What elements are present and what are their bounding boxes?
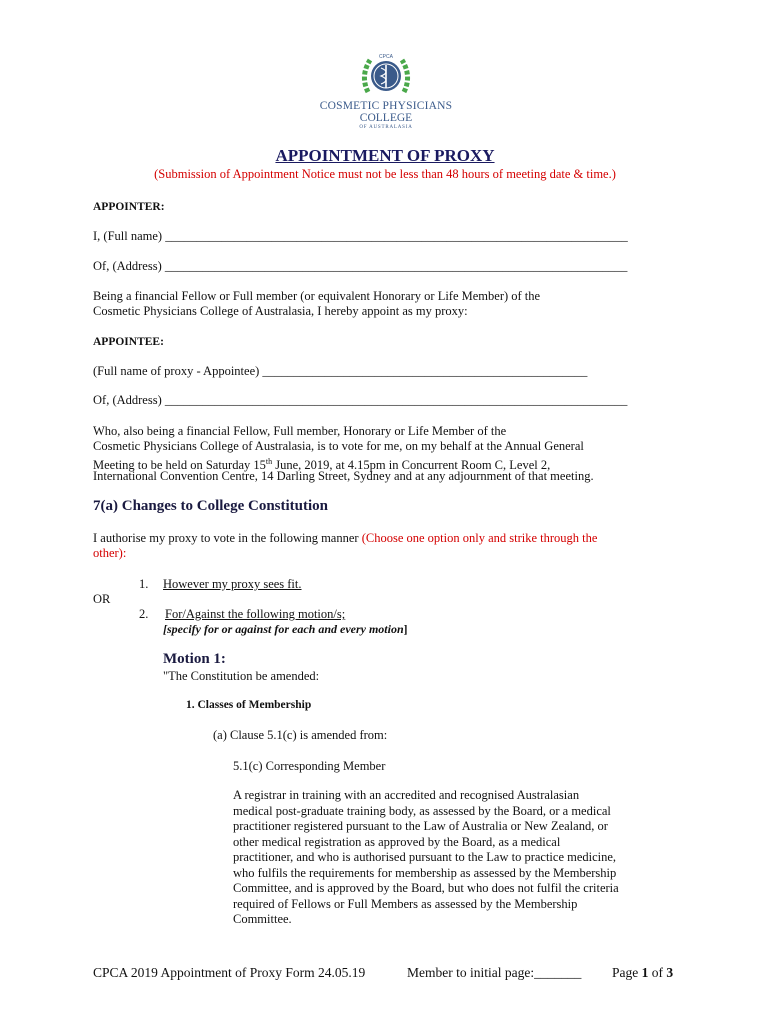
clause-body-line: medical post-graduate training body, as assessed by the Board, or a medical (233, 803, 611, 818)
option-2-number: 2. (139, 607, 149, 621)
vote-instruction-text: I authorise my proxy to vote in the following manner (93, 531, 362, 545)
clause-body-line: practitioner, and who is authorised pursuant to the Law to practice medicine, (233, 850, 617, 864)
clause-body-line: other medical registration as approved by the Board, as a medical (233, 834, 561, 849)
footer-initial-field[interactable]: Member to initial page:_______ (407, 965, 582, 980)
footer-form-id: CPCA 2019 Appointment of Proxy Form 24.05.19 (93, 965, 366, 980)
clause-sub: (a) Clause 5.1(c) is amended from: (213, 728, 388, 742)
or-label: OR (93, 592, 111, 606)
clause-body-line: who fulfils the requirements for membership as assessed by the Membership (233, 865, 617, 880)
submission-notice: (Submission of Appointment Notice must not be less than 48 hours of meeting date & time.) (154, 167, 616, 181)
appointer-name-field[interactable]: I, (Full name) __________________________________________________________________________ (93, 229, 628, 243)
appointer-statement-line-2: Cosmetic Physicians College of Australasia, I hereby appoint as my proxy: (93, 304, 468, 318)
date-suffix: th (265, 457, 273, 466)
logo-line-2: COLLEGE (359, 112, 413, 124)
logo-badge: CPCA (379, 54, 393, 60)
appointee-name-field[interactable]: (Full name of proxy - Appointee) ____________________________________________________ (93, 364, 588, 378)
clause-body-line: practitioner registered pursuant to the Law of Australia or New Zealand, or (233, 819, 608, 833)
college-logo (316, 52, 456, 132)
appointee-heading: APPOINTEE: (93, 336, 164, 348)
appointee-paragraph-line-4: International Convention Centre, 14 Darling Street, Sydney and at any adjournment of that meeting. (93, 469, 594, 483)
meeting-date-text: Meeting to be held on Saturday 15 (93, 458, 266, 473)
clause-body-line: required of Fellows or Full Members as assessed by the Membership (233, 896, 578, 911)
footer-page-number (612, 965, 673, 981)
clause-body-line: Committee. (233, 912, 292, 926)
clause-title: 5.1(c) Corresponding Member (233, 759, 386, 773)
appointer-heading: APPOINTER: (93, 201, 165, 213)
page-prefix: Page (612, 965, 642, 980)
appointee-address-field[interactable]: Of, (Address) __________________________________________________________________________ (93, 393, 628, 407)
option-2-note-text: [specify for or against for each and every motion (163, 622, 404, 636)
clause-body (233, 788, 619, 928)
laurel-emblem-icon (358, 52, 414, 98)
logo-line-3: OF AUSTRALASIA (359, 125, 413, 130)
meeting-details-text: June, 2019, at 4.15pm in Concurrent Room C, Level 2, (272, 458, 551, 473)
option-2-note (163, 622, 407, 639)
appointee-paragraph-line-1: Who, also being a financial Fellow, Full member, Honorary or Life Member of the (93, 424, 507, 438)
appointer-statement-line-1: Being a financial Fellow or Full member (or equivalent Honorary or Life Member) of the (93, 289, 541, 303)
clause-body-line: Committee, and is approved by the Board, but who does not fulfil the criteria (233, 881, 619, 895)
clause-heading: 1. Classes of Membership (186, 699, 312, 711)
page-of: of (648, 965, 667, 980)
option-2-note-bracket: ] (403, 624, 408, 636)
page-title: APPOINTMENT OF PROXY (275, 146, 495, 165)
appointee-paragraph-line-2: Cosmetic Physicians College of Australasia, is to vote for me, on my behalf at the Annual General (93, 439, 584, 453)
vote-instruction-note: (Choose one option only and strike through the (361, 531, 598, 545)
option-1-text[interactable]: However my proxy sees fit. (163, 577, 302, 591)
appointer-address-field[interactable]: Of, (Address) __________________________________________________________________________ (93, 259, 628, 273)
option-1-number: 1. (139, 577, 149, 591)
logo-line-1: COSMETIC PHYSICIANS (319, 100, 453, 112)
vote-instruction-line-2: other): (93, 546, 127, 560)
motion-intro: "The Constitution be amended: (163, 669, 320, 683)
clause-body-line: A registrar in training with an accredited and recognised Australasian (233, 788, 580, 802)
page-current: 1 (641, 965, 649, 980)
section-heading: 7(a) Changes to College Constitution (93, 498, 328, 514)
page-total: 3 (666, 965, 674, 980)
option-2-text[interactable]: For/Against the following motion/s; (165, 607, 346, 621)
motion-heading: Motion 1: (163, 651, 226, 667)
vote-instruction-line-1 (93, 531, 597, 547)
